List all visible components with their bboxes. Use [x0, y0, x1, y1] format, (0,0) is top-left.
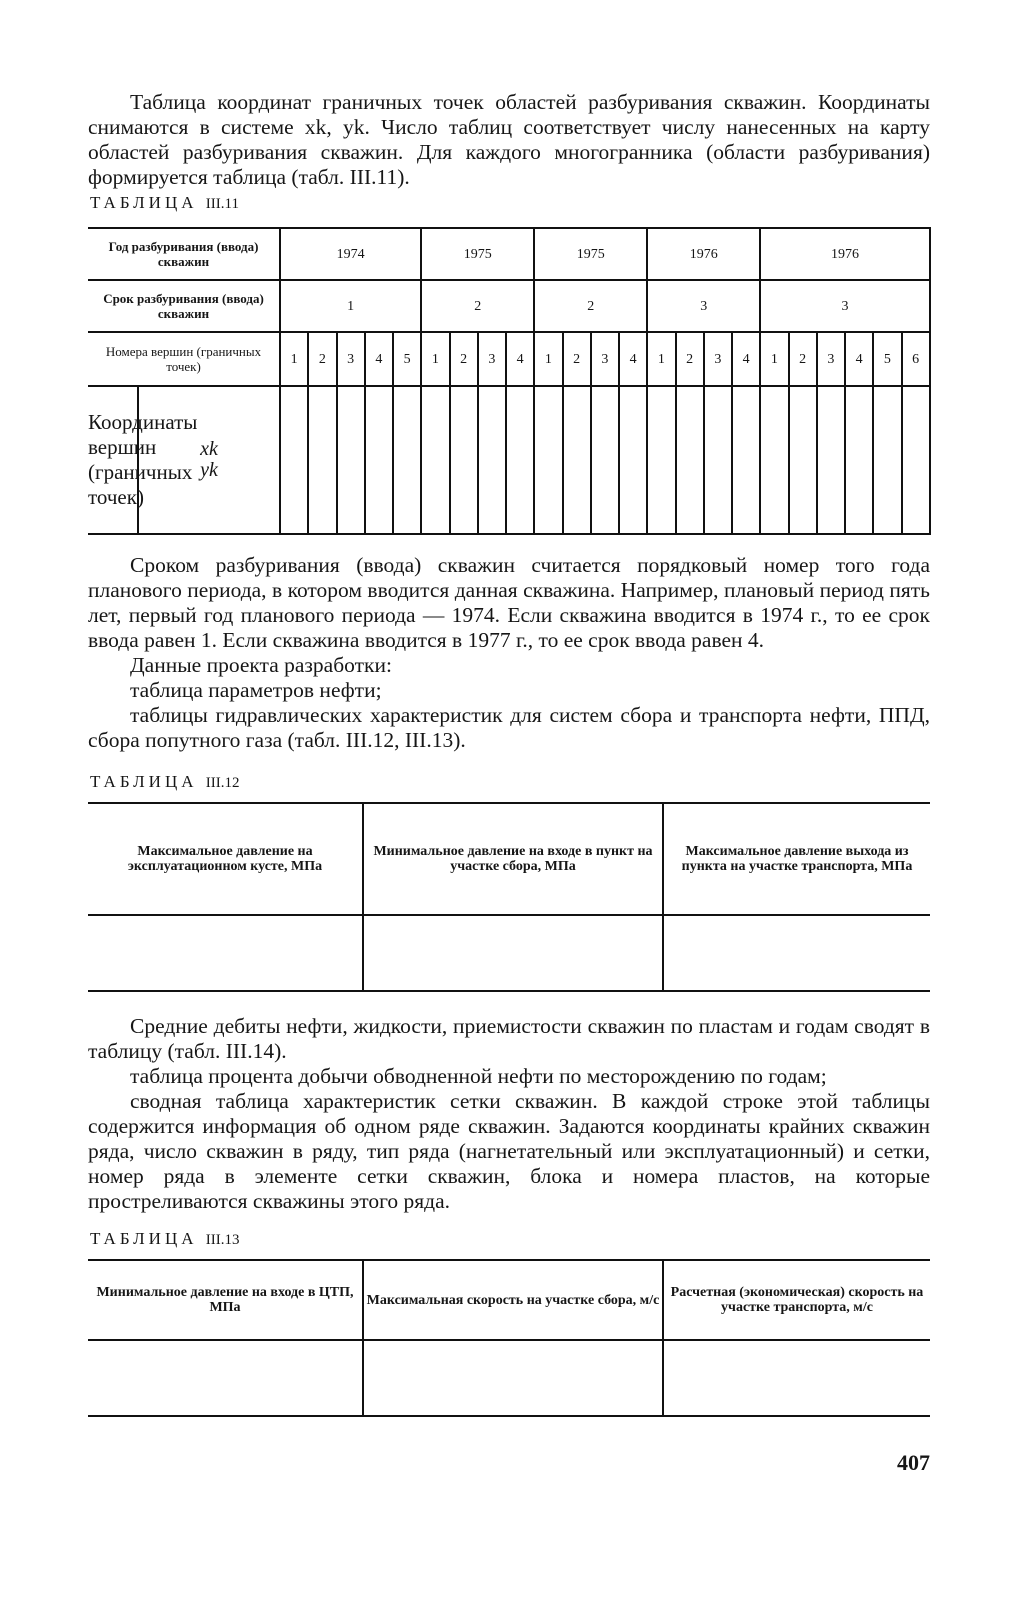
t11-term-cell: 2 [421, 280, 534, 332]
t11-coord-cell [732, 386, 760, 534]
t11-row-year [88, 228, 930, 280]
t12-cell [663, 915, 930, 991]
t11-vertex-number: 5 [393, 332, 421, 386]
t11-label-coordinates: Координаты вершин (граничных точек) [88, 386, 138, 534]
t12-header-1: Максимальное давление на эксплуатационном кусте, МПа [88, 803, 363, 915]
t11-coord-cell [760, 386, 788, 534]
t13-header-3: Расчетная (экономическая) скорость на участке транспорта, м/с [663, 1260, 930, 1340]
paragraph-well-grid-table: сводная таблица характеристик сетки скважин. В каждой строке этой таблицы содержится информация об одном ряде скважин. Задаются координаты крайних скважин ряда, число скважин в ряду, тип ряда (нагнетательный или эксплуатационный) и сетки, номер ряда в элементе сетки скважин, блока и номера пластов, на которые простреливаются скважины этого ряда. [88, 1089, 930, 1213]
t13-cell [663, 1340, 930, 1416]
t11-coord-cell [534, 386, 562, 534]
t11-vertex-number: 1 [280, 332, 308, 386]
t11-vertex-number: 4 [506, 332, 534, 386]
t11-vertex-number: 3 [591, 332, 619, 386]
t11-coord-cell [450, 386, 478, 534]
t11-vertex-number: 3 [817, 332, 845, 386]
t11-year-cell: 1976 [647, 228, 760, 280]
t11-vertex-number: 2 [563, 332, 591, 386]
table-iii-12 [88, 802, 930, 992]
t11-vertex-number: 4 [619, 332, 647, 386]
t11-vertex-number: 3 [704, 332, 732, 386]
t11-coord-cell [478, 386, 506, 534]
table-iii-11 [88, 227, 931, 535]
t11-vertex-number: 3 [478, 332, 506, 386]
t11-coord-cell [393, 386, 421, 534]
t11-vertex-number: 5 [873, 332, 901, 386]
t11-coord-cell [817, 386, 845, 534]
t11-coord-cell [619, 386, 647, 534]
t12-cell [363, 915, 663, 991]
t11-coord-cell [308, 386, 336, 534]
t11-coord-cell [563, 386, 591, 534]
t11-year-cell: 1974 [280, 228, 421, 280]
paragraph-watercut-table: таблица процента добычи обводненной нефти по месторождению по годам; [130, 1064, 827, 1088]
t11-symbol-yk: yk [138, 457, 280, 534]
paragraph-project-data: Данные проекта разработки: [130, 653, 392, 677]
t11-vertex-number: 2 [676, 332, 704, 386]
table-iii-13 [88, 1259, 930, 1417]
t11-vertex-number: 1 [760, 332, 788, 386]
t11-term-cell: 3 [760, 280, 930, 332]
t11-vertex-number: 2 [308, 332, 336, 386]
t12-cell [88, 915, 363, 991]
paragraph-average-rates: Средние дебиты нефти, жидкости, приемистости скважин по пластам и годам сводят в таблицу (табл. III.14). [88, 1014, 930, 1063]
t11-vertex-number: 4 [845, 332, 873, 386]
table-caption-iii-13: ТАБЛИЦА III.13 [90, 1229, 240, 1248]
t11-year-cell: 1976 [760, 228, 930, 280]
t11-coord-cell [676, 386, 704, 534]
t11-vertex-number: 4 [365, 332, 393, 386]
page [88, 90, 930, 1417]
page-number: 407 [897, 1450, 930, 1475]
t11-coord-cell [365, 386, 393, 534]
t11-coord-cell [506, 386, 534, 534]
t11-vertex-number: 2 [789, 332, 817, 386]
t11-vertex-number: 2 [450, 332, 478, 386]
t13-header-1: Минимальное давление на входе в ЦТП, МПа [88, 1260, 363, 1340]
t11-term-cell: 3 [647, 280, 760, 332]
t11-term-cell: 1 [280, 280, 421, 332]
t11-vertex-number: 1 [421, 332, 449, 386]
table-caption-iii-12: ТАБЛИЦА III.12 [90, 772, 240, 791]
t11-year-cell: 1975 [534, 228, 647, 280]
t11-symbol-xk: xk [138, 386, 280, 457]
t11-coord-cell [704, 386, 732, 534]
t13-cell [88, 1340, 363, 1416]
t11-label-vertices: Номера вершин (граничных точек) [88, 332, 280, 386]
t11-row-term [88, 280, 930, 332]
t12-header-2: Минимальное давление на входе в пункт на участке сбора, МПа [363, 803, 663, 915]
t11-vertex-number: 6 [902, 332, 930, 386]
t12-header-3: Максимальное давление выхода из пункта на участке транспорта, МПа [663, 803, 930, 915]
t11-vertex-number: 1 [647, 332, 675, 386]
t11-row-xk [88, 386, 930, 457]
t11-coord-cell [337, 386, 365, 534]
paragraph-term-definition: Сроком разбуривания (ввода) скважин считается порядковый номер того года планового периода, в котором вводится данная скважина. Например, плановый период пять лет, первый год планового периода — 1974. Если скважина вводится в 1974 г., то ее срок ввода равен 1. Если скважина вводится в 1977 г., то ее срок ввода равен 4. [88, 553, 930, 652]
t11-coord-cell [902, 386, 930, 534]
paragraph-hydraulic-tables: таблицы гидравлических характеристик для систем сбора и транспорта нефти, ППД, сбора попутного газа (табл. III.12, III.13). [88, 703, 930, 752]
t11-row-vertices [88, 332, 930, 386]
t11-coord-cell [591, 386, 619, 534]
table-caption-iii-11: ТАБЛИЦА III.11 [90, 193, 239, 212]
t11-coord-cell [647, 386, 675, 534]
t11-label-term: Срок разбуривания (ввода) скважин [88, 280, 280, 332]
t13-header-2: Максимальная скорость на участке сбора, м/с [363, 1260, 663, 1340]
t11-year-cell: 1975 [421, 228, 534, 280]
t11-label-year: Год разбуривания (ввода) скважин [88, 228, 280, 280]
intro-paragraph: Таблица координат граничных точек областей разбуривания скважин. Координаты снимаются в системе xk, yk. Число таблиц соответствует числу нанесенных на карту областей разбуривания скважин. Для каждого многогранника (области разбуривания) формируется таблица (табл. III.11). [88, 90, 930, 189]
t11-vertex-number: 4 [732, 332, 760, 386]
t11-term-cell: 2 [534, 280, 647, 332]
t11-coord-cell [873, 386, 901, 534]
t11-coord-cell [421, 386, 449, 534]
t11-vertex-number: 3 [337, 332, 365, 386]
t11-vertex-number: 1 [534, 332, 562, 386]
t11-coord-cell [280, 386, 308, 534]
t11-coord-cell [845, 386, 873, 534]
paragraph-oil-params: таблица параметров нефти; [130, 678, 382, 702]
t11-coord-cell [789, 386, 817, 534]
t13-cell [363, 1340, 663, 1416]
